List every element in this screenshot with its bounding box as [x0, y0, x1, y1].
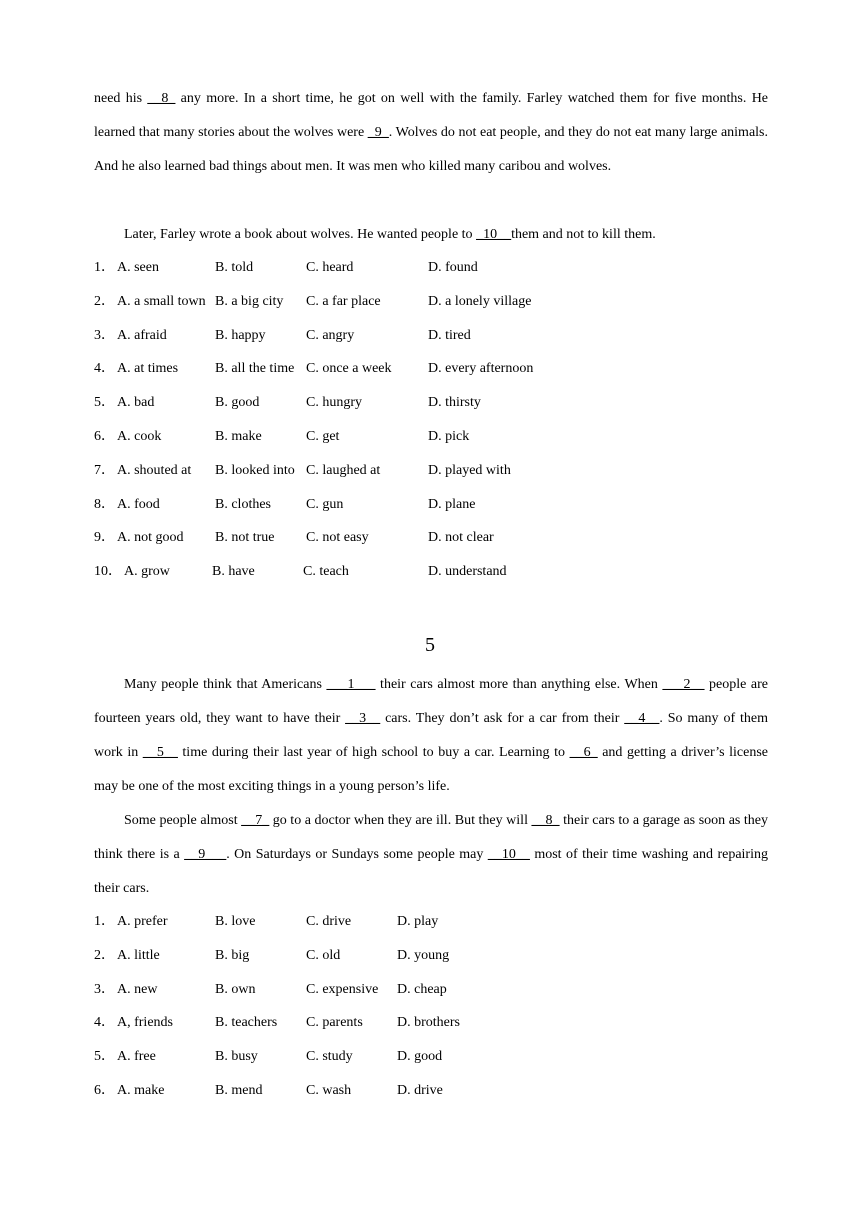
blank-7: __7_ — [241, 813, 270, 828]
question-number: 4． — [94, 361, 115, 377]
question-number: 3． — [94, 981, 115, 997]
question-number: 2． — [94, 947, 115, 963]
option-a: A. not good — [117, 530, 184, 546]
option-a: A. at times — [117, 361, 179, 377]
option-a: A. afraid — [117, 327, 167, 343]
text-run: Many people think that Americans — [124, 677, 327, 692]
text-run: . On Saturdays or Sundays some people may — [226, 847, 488, 862]
text-run: their cars to a garage as — [559, 813, 696, 828]
option-a: A. seen — [117, 260, 159, 275]
question-number: 9． — [94, 530, 115, 546]
option-a: A, friends — [117, 1015, 173, 1031]
question-number: 5． — [94, 395, 115, 411]
question-number: 6． — [94, 429, 115, 444]
option-a: A. bad — [117, 395, 155, 411]
option-a: A. shouted at — [117, 462, 192, 478]
option-d: D. play — [397, 914, 439, 929]
option-b: B. have — [212, 564, 255, 580]
option-a: A. prefer — [117, 914, 168, 929]
option-b: B. love — [215, 914, 256, 929]
question-number: 8． — [94, 496, 115, 512]
option-b: B. good — [215, 395, 260, 411]
option-a: A. grow — [124, 564, 170, 580]
text-run: He learned that many stories about the wolves were — [94, 91, 769, 140]
option-b: B. busy — [215, 1049, 258, 1065]
blank-10: __10__ — [487, 847, 530, 862]
option-d: D. thirsty — [428, 395, 481, 411]
option-b: B. a big city — [215, 293, 284, 309]
blank-8: __8_ — [147, 91, 176, 106]
blank-10: _10__ — [476, 227, 512, 242]
option-b: B. all the time — [215, 361, 295, 377]
text-run: need his — [94, 91, 148, 106]
option-row — [94, 495, 768, 515]
option-b: B. told — [215, 260, 254, 275]
option-a: A. new — [117, 981, 158, 997]
passage5-paragraph-2 — [94, 804, 768, 906]
text-run: soon as they think there is a — [94, 813, 769, 862]
option-row — [94, 1047, 768, 1067]
option-b: B. looked into — [215, 462, 295, 478]
option-c: C. study — [306, 1049, 353, 1065]
option-b: B. make — [215, 429, 262, 444]
text-run: washing and repairing their cars. — [94, 847, 768, 896]
option-d: D. not clear — [428, 530, 494, 546]
question-number: 7． — [94, 462, 115, 478]
option-row — [94, 258, 768, 278]
option-d: D. drive — [397, 1083, 443, 1098]
option-d: D. every afternoon — [428, 361, 534, 377]
option-c: C. teach — [303, 564, 349, 580]
blank-8: __8_ — [531, 813, 560, 828]
option-d: D. young — [397, 947, 450, 963]
section-heading: 5 — [425, 634, 435, 656]
option-row — [94, 359, 768, 379]
text-run: people are fourteen years old, they want to have their — [94, 677, 769, 726]
question-number: 2． — [94, 293, 115, 309]
option-d: D. pick — [428, 429, 470, 444]
text-run: Some people almost — [124, 813, 242, 828]
blank-9: __9___ — [184, 847, 227, 862]
option-d: D. found — [428, 260, 478, 275]
option-d: D. a lonely village — [428, 293, 532, 309]
option-c: C. get — [306, 429, 340, 444]
passage4-paragraph-2 — [94, 218, 768, 252]
question-number: 10． — [94, 564, 122, 580]
option-a: A. make — [117, 1083, 165, 1098]
option-d: D. good — [397, 1049, 443, 1065]
blank-6: __6_ — [569, 745, 598, 760]
text-run: most of their time — [529, 847, 638, 862]
blank-1: ___1___ — [326, 677, 376, 692]
option-row — [94, 427, 768, 447]
question-number: 6． — [94, 1083, 115, 1098]
blank-3: __3__ — [345, 711, 381, 726]
text-run: them and not to kill them. — [511, 227, 656, 242]
option-a: A. cook — [117, 429, 162, 444]
option-c: C. parents — [306, 1015, 363, 1031]
option-d: D. played with — [428, 462, 511, 478]
option-a: A. a small town — [117, 293, 206, 309]
text-run: So many of them work in — [94, 711, 769, 760]
text-run: Later, Farley wrote a book about wolves. He wanted people to — [124, 227, 477, 242]
option-c: C. expensive — [306, 981, 379, 997]
option-row — [94, 980, 768, 1000]
option-b: B. teachers — [215, 1015, 278, 1031]
question-number: 4． — [94, 1015, 115, 1031]
passage5-paragraph-1 — [94, 668, 768, 804]
blank-5: __5__ — [142, 745, 178, 760]
text-run: cars. They don’t ask for a car from their — [380, 711, 625, 726]
option-c: C. angry — [306, 327, 355, 343]
blank-9: _9_ — [367, 125, 389, 140]
option-b: B. not true — [215, 530, 275, 546]
option-c: C. heard — [306, 260, 354, 275]
option-c: C. not easy — [306, 530, 369, 546]
option-row — [94, 1013, 768, 1033]
option-a: A. free — [117, 1049, 156, 1065]
option-row — [94, 461, 768, 481]
option-c: C. drive — [306, 914, 352, 929]
option-c: C. hungry — [306, 395, 362, 411]
question-number: 1． — [94, 260, 115, 275]
question-number: 5． — [94, 1049, 115, 1065]
text-run: many large animals. And he also learned bad things about men. It was men who killed many caribou and — [94, 125, 768, 174]
option-d: D. brothers — [397, 1015, 460, 1031]
option-c: C. a far place — [306, 293, 381, 309]
text-run: go to a doctor when they are ill. But they will — [269, 813, 532, 828]
text-run: time during their last year of high school to buy a car. Learning to — [177, 745, 570, 760]
option-b: B. clothes — [215, 496, 271, 512]
option-row — [94, 1081, 768, 1101]
option-row — [94, 946, 768, 966]
option-d: D. cheap — [397, 981, 447, 997]
option-c: C. once a week — [306, 361, 392, 377]
option-b: B. mend — [215, 1083, 263, 1098]
option-c: C. laughed at — [306, 462, 381, 478]
option-c: C. wash — [306, 1083, 352, 1098]
option-row — [94, 292, 768, 312]
option-a: A. food — [117, 496, 160, 512]
option-a: A. little — [117, 947, 160, 963]
blank-2: ___2__ — [662, 677, 705, 692]
option-d: D. understand — [428, 564, 507, 580]
text-run: . Wolves do not eat people, and they do not eat — [388, 125, 652, 140]
text-run: their cars almost more than anything else. When — [375, 677, 663, 692]
question-number: 3． — [94, 327, 115, 343]
option-row — [94, 528, 768, 548]
question-number: 1． — [94, 914, 115, 929]
passage4-paragraph-1 — [94, 82, 768, 184]
option-row — [94, 912, 768, 932]
option-b: B. happy — [215, 327, 266, 343]
option-d: D. tired — [428, 327, 471, 343]
option-row — [94, 393, 768, 413]
option-c: C. gun — [306, 496, 344, 512]
option-c: C. old — [306, 947, 341, 963]
text-run: any more. In a short time, he got on well with the family. Farley watched them for five months. — [175, 91, 747, 106]
blank-4: __4__ — [624, 711, 660, 726]
option-b: B. big — [215, 947, 250, 963]
text-run: . — [659, 711, 663, 726]
option-d: D. plane — [428, 496, 476, 512]
option-b: B. own — [215, 981, 256, 997]
text-run: and getting a driver’s license may be one of the most exciting things in a young person’s life. — [94, 745, 768, 794]
option-row — [94, 326, 768, 346]
option-row — [94, 562, 768, 582]
text-run: wolves. — [567, 159, 612, 174]
